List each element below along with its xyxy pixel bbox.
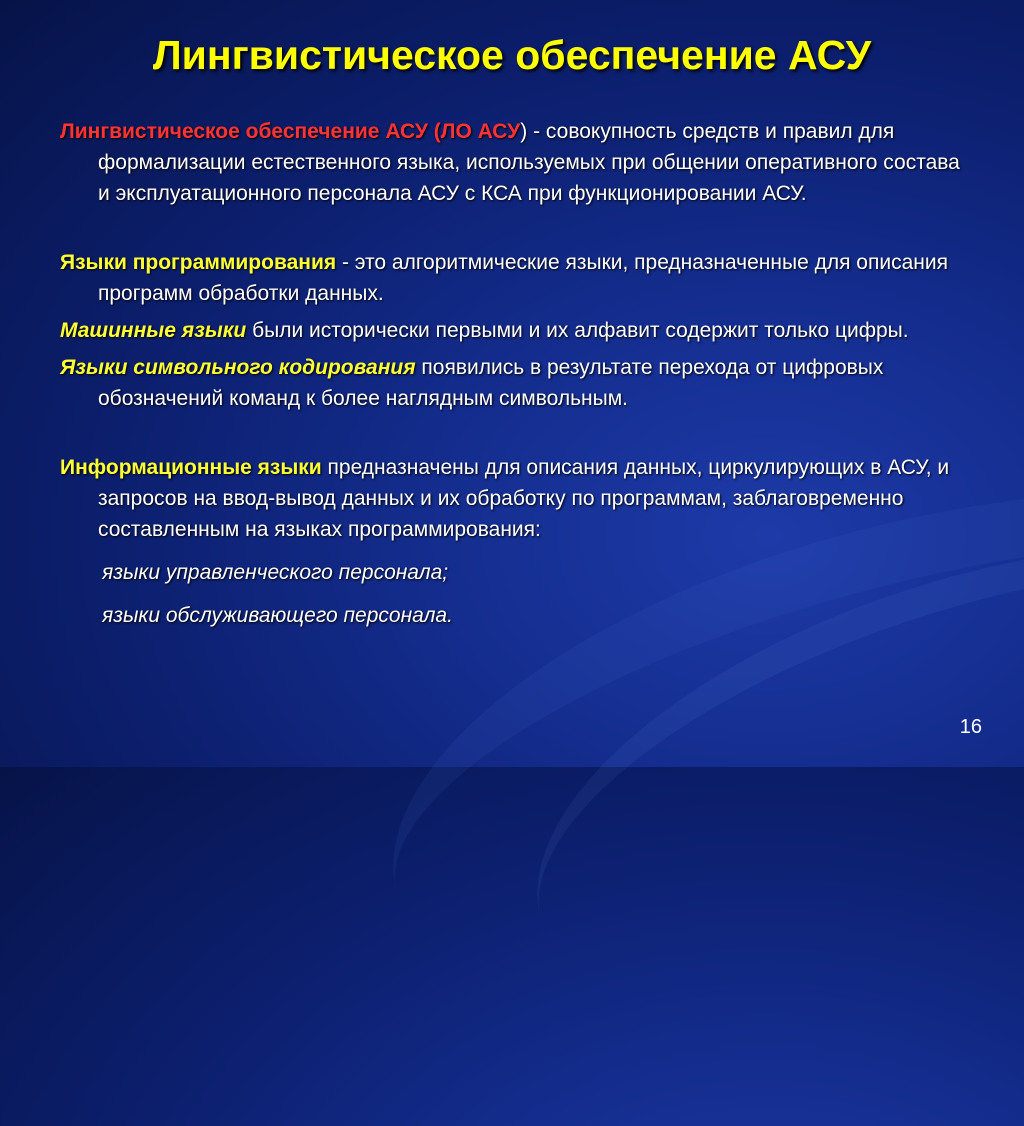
paragraph-machine-languages — [60, 315, 960, 346]
definition-lo-asu: ) - совокупность средств и правил для формализации естественного языка, используемых при общении оперативного состава и эксплуатационного персонала АСУ с КСА при функционировании АСУ. — [98, 120, 960, 205]
slide-body — [60, 116, 960, 631]
paragraph-programming-languages — [60, 247, 960, 309]
sub-item-management-languages: языки управленческого персонала; — [102, 561, 449, 584]
paragraph-symbolic-coding-languages — [60, 352, 960, 414]
paragraph-information-languages — [60, 452, 960, 545]
definition-symbolic-coding-languages: появились в результате перехода от цифровых обозначений команд к более наглядным символьным. — [98, 356, 884, 410]
definition-machine-languages: были исторически первыми и их алфавит содержит только цифры. — [246, 319, 909, 342]
term-lo-asu: Лингвистическое обеспечение АСУ (ЛО АСУ — [60, 120, 521, 143]
term-programming-languages: Языки программирования — [60, 251, 337, 274]
term-information-languages: Информационные языки — [60, 456, 322, 479]
page-number: 16 — [959, 716, 982, 738]
definition-information-languages: предназначены для описания данных, циркулирующих в АСУ, и запросов на ввод-вывод данных и их обработку по программам, заблаговременно составленным на языках программирования: — [98, 456, 950, 541]
term-machine-languages: Машинные языки — [60, 319, 247, 342]
term-symbolic-coding-languages: Языки символьного кодирования — [60, 356, 416, 379]
sub-item-service-staff-languages: языки обслуживающего персонала. — [102, 604, 453, 627]
slide-title: Лингвистическое обеспечение АСУ — [152, 32, 872, 78]
definition-programming-languages: - это алгоритмические языки, предназначенные для описания программ обработки данных. — [98, 251, 948, 305]
paragraph-lo-asu-definition — [60, 116, 960, 209]
